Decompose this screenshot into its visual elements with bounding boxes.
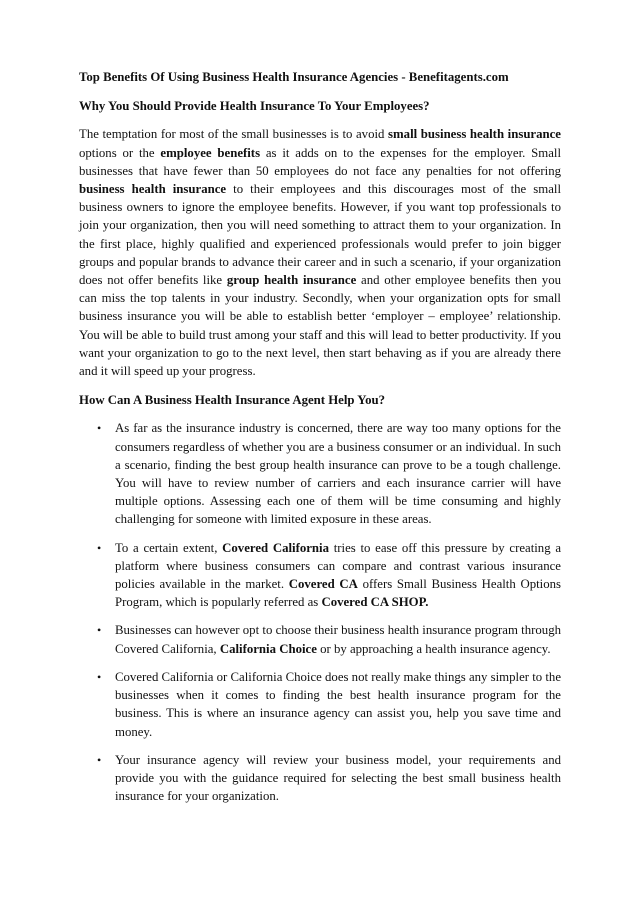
text-run: Businesses can however opt to choose their business health insurance program through Covered California, [115,623,561,656]
list-item [79,419,561,528]
text-run: to their employees and this discourages most of the small business owners to ignore the employee benefits. However, if you want top professionals to join your organization, then you will need something to attract them to your organization. In the first place, highly qualified and experienced professionals would prefer to join bigger groups and popular brands to advance their career and in such a scenario, if your organization does not offer benefits like [79,182,561,288]
bullet-icon: • [97,669,102,684]
text-run: To a certain extent, [115,540,223,555]
list-item [79,539,561,612]
bold-term: Covered CA [288,577,358,592]
intro-paragraph [79,125,561,380]
text-run: The temptation for most of the small businesses is to avoid [79,127,389,142]
document-page [79,68,561,815]
text-run: as it adds on to the expenses for the employer. Small businesses that have fewer than 50 employees do not face any penalties for not offering [79,145,562,178]
bullet-icon: • [97,421,102,436]
bold-term: small business health insurance [388,127,561,142]
document-title: Top Benefits Of Using Business Health Insurance Agencies - Benefitagents.com [79,70,509,84]
text-run: tries to ease off this pressure by creating a platform where business consumers can compare and contrast various insurance policies available in the market. [115,540,561,592]
bold-term: group health insurance [226,273,357,288]
text-run: and other employee benefits then you can miss the top talents in your industry. Secondly, when your organization opts for small business insurance you will be able to establish better ‘employer – employee’ relationship. You will be able to build trust among your staff and this will lead to better productivity. If you want your organization to go to the next level, then start behaving as if you are already there and it will speed up your progress. [79,273,561,379]
bullet-icon: • [97,540,102,555]
text-run: or by approaching a health insurance agency. [316,641,551,656]
list-item [79,751,561,806]
bold-term: California Choice [219,641,317,656]
text-run: offers Small Business Health Options Program, which is popularly referred as [115,577,561,610]
list-item [79,668,561,741]
bullet-icon: • [97,623,102,638]
bold-term: employee benefits [160,145,261,160]
text-run: options or the [79,145,161,160]
text-run: Covered California or California Choice does not really make things any simpler to the businesses when it comes to finding the best health insurance program for the business. This is where an insurance agency can assist you, help you save time and money. [115,669,561,739]
section-heading-how: How Can A Business Health Insurance Agent Help You? [79,393,385,408]
bold-term: Covered CA SHOP. [321,595,429,610]
text-run: As far as the insurance industry is concerned, there are way too many options for the consumers regardless of whether you are a business consumer or an individual. In such a scenario, finding the best group health insurance can prove to be a tough challenge. You will have to review number of carriers and each insurance carrier will have multiple options. Assessing each one of them will be time consuming and highly challenging for someone with limited exposure in these areas. [115,421,561,527]
bullet-list [79,419,561,805]
bold-term: Covered California [222,540,330,555]
bullet-icon: • [97,752,102,767]
text-run: Your insurance agency will review your business model, your requirements and provide you with the guidance required for selecting the best small business health insurance for your organization. [115,752,561,804]
section-heading-why: Why You Should Provide Health Insurance To Your Employees? [79,99,430,114]
list-item [79,621,561,657]
bold-term: business health insurance [79,182,227,197]
